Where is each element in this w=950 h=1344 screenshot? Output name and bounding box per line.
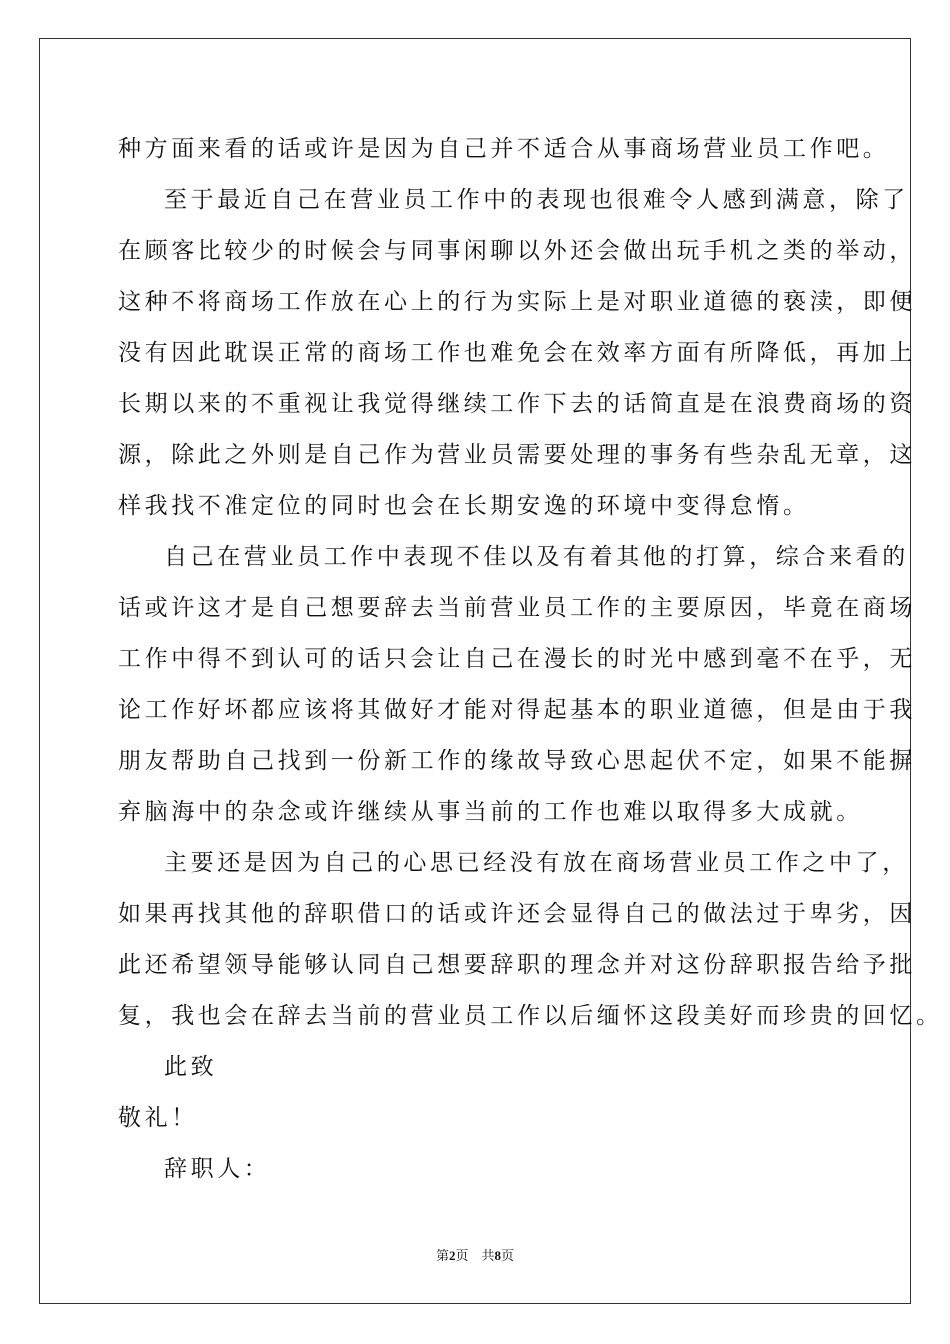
total-page-number: 8 [494, 1248, 501, 1263]
text-line: 源，除此之外则是自己作为营业员需要处理的事务有些杂乱无章，这 [118, 442, 916, 468]
text-line: 如果再找其他的辞职借口的话或许还会显得自己的做法过于卑劣，因 [118, 901, 916, 927]
text-line: 至于最近自己在营业员工作中的表现也很难令人感到满意，除了 [164, 187, 909, 213]
closing-regards: 敬礼！ [118, 1105, 198, 1131]
page-number-mid: 页 共 [455, 1249, 495, 1264]
text-line: 话或许这才是自己想要辞去当前营业员工作的主要原因，毕竟在商场 [118, 595, 916, 621]
page-number-prefix: 第 [435, 1249, 449, 1264]
text-line: 论工作好坏都应该将其做好才能对得起基本的职业道德，但是由于我 [118, 697, 916, 723]
text-line: 种方面来看的话或许是因为自己并不适合从事商场营业员工作吧。 [118, 136, 890, 162]
text-line: 此还希望领导能够认同自己想要辞职的理念并对这份辞职报告给予批 [118, 952, 916, 978]
text-line: 朋友帮助自己找到一份新工作的缘故导致心思起伏不定，如果不能摒 [118, 748, 916, 774]
text-line: 自己在营业员工作中表现不佳以及有着其他的打算，综合来看的 [164, 544, 909, 570]
text-line: 样我找不准定位的同时也会在长期安逸的环境中变得怠惰。 [118, 493, 810, 519]
text-line: 主要还是因为自己的心思已经没有放在商场营业员工作之中了， [164, 850, 909, 876]
page-footer [0, 1248, 950, 1265]
signature-label: 辞职人： [164, 1156, 271, 1182]
current-page-number: 2 [448, 1248, 456, 1263]
page-number-suffix: 页 [501, 1249, 515, 1264]
text-line: 工作中得不到认可的话只会让自己在漫长的时光中感到毫不在乎，无 [118, 646, 916, 672]
text-line: 复，我也会在辞去当前的营业员工作以后缅怀这段美好而珍贵的回忆。 [118, 1003, 943, 1029]
text-line: 在顾客比较少的时候会与同事闲聊以外还会做出玩手机之类的举动， [118, 238, 916, 264]
text-line: 长期以来的不重视让我觉得继续工作下去的话简直是在浪费商场的资 [118, 391, 916, 417]
text-line: 这种不将商场工作放在心上的行为实际上是对职业道德的亵渎，即便 [118, 289, 916, 315]
text-line: 弃脑海中的杂念或许继续从事当前的工作也难以取得多大成就。 [118, 799, 863, 825]
text-line: 没有因此耽误正常的商场工作也难免会在效率方面有所降低，再加上 [118, 340, 916, 366]
closing-salutation: 此致 [164, 1054, 218, 1080]
